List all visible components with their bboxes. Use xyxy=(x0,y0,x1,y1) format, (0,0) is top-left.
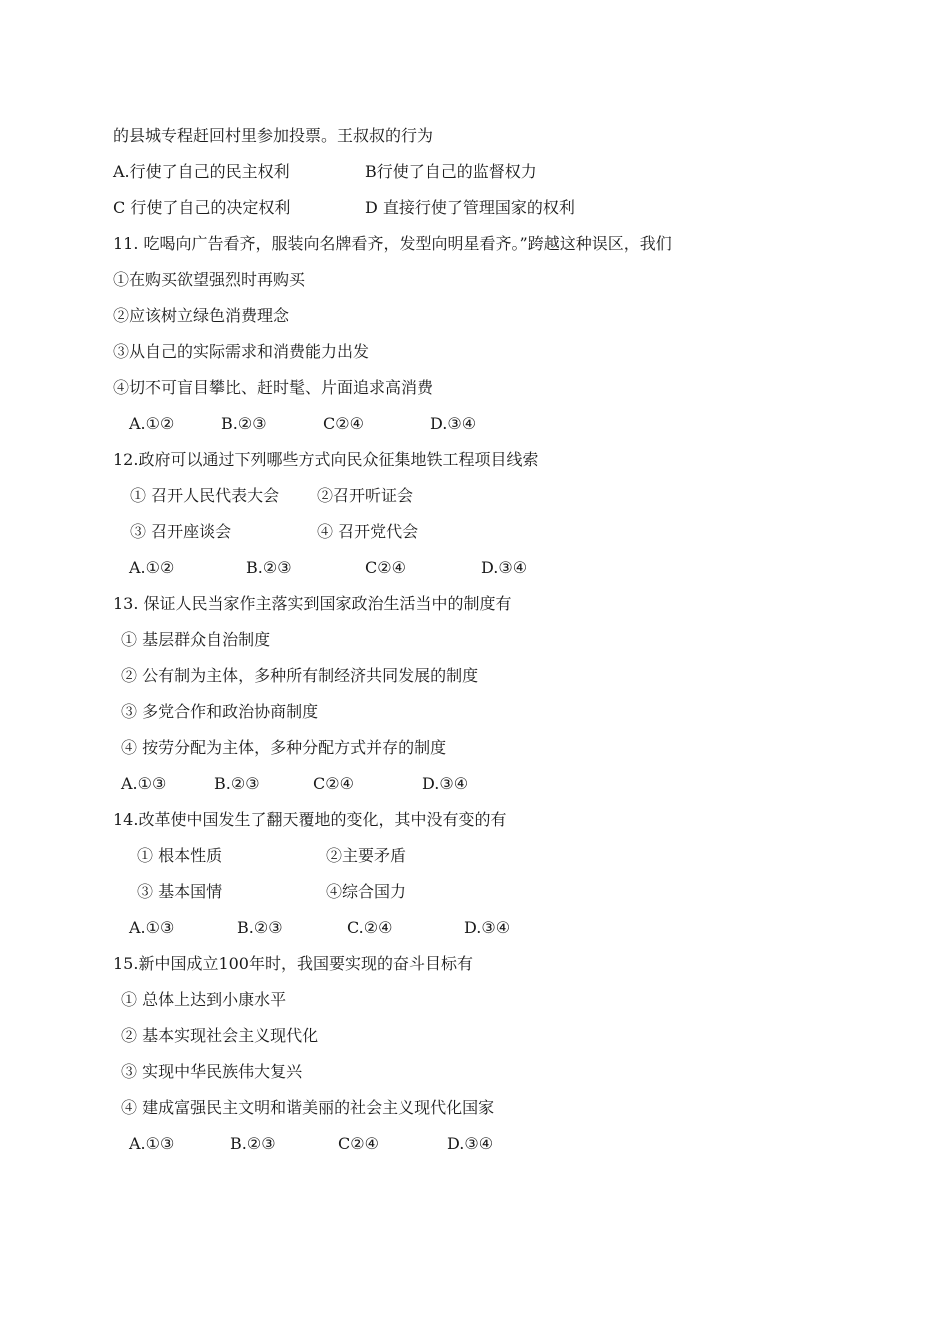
q14-choice-b: B.②③ xyxy=(237,918,283,937)
q14-item-4: ④综合国力 xyxy=(326,882,407,901)
q15-choice-d: D.③④ xyxy=(447,1134,494,1153)
q15-item-1: ① 总体上达到小康水平 xyxy=(121,990,287,1009)
q15-choice-b: B.②③ xyxy=(230,1134,276,1153)
q11-choice-c: C②④ xyxy=(323,414,364,433)
q12-stem: 12.政府可以通过下列哪些方式向民众征集地铁工程项目线索 xyxy=(113,450,539,469)
q12-choice-d: D.③④ xyxy=(481,558,528,577)
q13-item-2: ② 公有制为主体，多种所有制经济共同发展的制度 xyxy=(121,666,479,685)
q12-item-1: ① 召开人民代表大会 xyxy=(130,486,280,505)
q14-choice-d: D.③④ xyxy=(464,918,511,937)
q15-item-3: ③ 实现中华民族伟大复兴 xyxy=(121,1062,303,1081)
q14-stem: 14.改革使中国发生了翻天覆地的变化，其中没有变的有 xyxy=(113,810,507,829)
q11-item-1: ①在购买欲望强烈时再购买 xyxy=(113,270,306,289)
q15-item-2: ② 基本实现社会主义现代化 xyxy=(121,1026,319,1045)
q12-item-2: ②召开听证会 xyxy=(317,486,414,505)
q12-item-3: ③ 召开座谈会 xyxy=(130,522,232,541)
q15-choice-c: C②④ xyxy=(338,1134,379,1153)
q11-item-3: ③从自己的实际需求和消费能力出发 xyxy=(113,342,370,361)
q11-choice-b: B.②③ xyxy=(221,414,267,433)
q11-item-4: ④切不可盲目攀比、赶时髦、片面追求高消费 xyxy=(113,378,434,397)
q12-choice-a: A.①② xyxy=(129,558,175,577)
q15-stem: 15.新中国成立100年时，我国要实现的奋斗目标有 xyxy=(113,954,473,973)
q13-choice-d: D.③④ xyxy=(422,774,469,793)
q11-choice-a: A.①② xyxy=(129,414,175,433)
q14-item-2: ②主要矛盾 xyxy=(326,846,407,865)
q13-item-3: ③ 多党合作和政治协商制度 xyxy=(121,702,319,721)
q11-item-2: ②应该树立绿色消费理念 xyxy=(113,306,290,325)
q10-option-c: C 行使了自己的决定权利 xyxy=(113,198,291,217)
q14-item-3: ③ 基本国情 xyxy=(137,882,223,901)
q12-choice-c: C②④ xyxy=(365,558,406,577)
q11-stem: 11. 吃喝向广告看齐，服装向名牌看齐，发型向明星看齐。”跨越这种误区，我们 xyxy=(113,234,672,253)
q14-choice-c: C.②④ xyxy=(347,918,393,937)
q13-choice-c: C②④ xyxy=(313,774,354,793)
q13-choice-b: B.②③ xyxy=(214,774,260,793)
q13-choice-a: A.①③ xyxy=(121,774,167,793)
q10-option-a: A.行使了自己的民主权利 xyxy=(113,162,290,181)
q10-option-b: B行使了自己的监督权力 xyxy=(365,162,537,181)
q11-choice-d: D.③④ xyxy=(430,414,477,433)
q14-item-1: ① 根本性质 xyxy=(137,846,223,865)
q15-choice-a: A.①③ xyxy=(129,1134,175,1153)
q10-stem-continuation: 的县城专程赶回村里参加投票。王叔叔的行为 xyxy=(113,126,434,145)
q15-item-4: ④ 建成富强民主文明和谐美丽的社会主义现代化国家 xyxy=(121,1098,495,1117)
q12-choice-b: B.②③ xyxy=(246,558,292,577)
q13-stem: 13. 保证人民当家作主落实到国家政治生活当中的制度有 xyxy=(113,594,512,613)
q13-item-4: ④ 按劳分配为主体，多种分配方式并存的制度 xyxy=(121,738,447,757)
q10-option-d: D 直接行使了管理国家的权利 xyxy=(365,198,575,217)
q12-item-4: ④ 召开党代会 xyxy=(317,522,419,541)
q14-choice-a: A.①③ xyxy=(129,918,175,937)
q13-item-1: ① 基层群众自治制度 xyxy=(121,630,271,649)
